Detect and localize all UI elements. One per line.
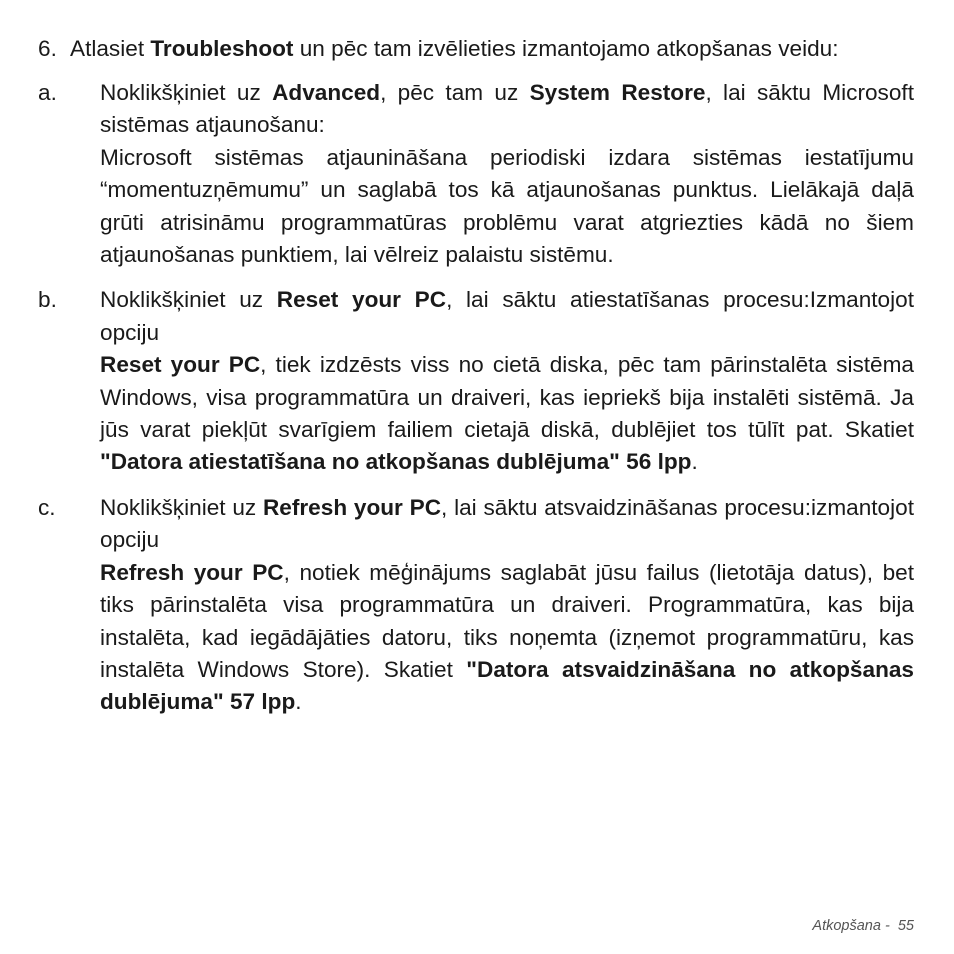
text-run: . <box>691 449 698 475</box>
text-run: Atlasiet <box>70 36 151 61</box>
text-run: , notiek mēģinājums saglabāt jūsu failus (lietotāja datus), bet tiks pārinstalēta visa programmatūra un draiveri. Programmatūra, kas bija instalēta, kad iegādājāties datoru, tiks noņemta (izņemot programmatūru, kas instalēta Windows Store). Skatiet <box>100 559 914 682</box>
text-run: , lai sāktu Microsoft sistēmas atjaunošanu: <box>100 80 914 138</box>
substep-c-instruction <box>100 492 914 557</box>
text-run: Noklikšķiniet uz <box>100 80 273 105</box>
bold-term-system-restore: System Restore <box>529 80 706 105</box>
bold-term-reset-your-pc: Reset your PC <box>276 287 447 313</box>
bold-term-advanced: Advanced <box>272 80 381 105</box>
text-run: , lai sāktu atsvaidzināšanas procesu:izmantojot opciju <box>100 494 914 553</box>
page-footer <box>812 918 914 934</box>
bold-term-refresh-your-pc: Refresh your PC <box>262 494 442 520</box>
substep-b <box>38 284 914 478</box>
cross-reference: "Datora atsvaidzināšana no atkopšanas dublējuma" 57 lpp <box>100 656 915 715</box>
text-run: Noklikšķiniet uz <box>100 287 277 313</box>
text-run: , pēc tam uz <box>380 80 530 105</box>
substep-b-description <box>100 349 914 479</box>
bold-term-refresh-your-pc: Refresh your PC <box>100 559 284 585</box>
substep-a-instruction <box>100 77 914 142</box>
substep-letter: c. <box>38 494 56 520</box>
substep-letter: b. <box>38 287 57 313</box>
substep-letter: a. <box>38 80 57 105</box>
substep-b-instruction <box>100 284 914 349</box>
substep-a <box>38 77 914 271</box>
substep-a-description: Microsoft sistēmas atjaunināšana periodiski izdara sistēmas iestatījumu “momentuzņēmumu” un saglabā tos kā atjaunošanas punktus. Lielākajā daļā grūti atrisināmu programmatūras problēmu varat atgriezties kādā no šiem atjaunošanas punktiem, lai vēlreiz palaistu sistēmu. <box>100 144 914 268</box>
page-number: 55 <box>897 918 914 934</box>
step-number: 6. <box>38 36 57 61</box>
text-run: , tiek izdzēsts viss no cietā diska, pēc tam pārinstalēta sistēma Windows, visa programmatūra un draiveri, kas iepriekš bija instalēti sistēmā. Ja jūs varat piekļūt svarīgiem failiem cietajā diskā, dublējiet tos tūlīt pat. Skatiet <box>100 352 914 443</box>
step-6 <box>38 33 914 719</box>
text-run: Noklikšķiniet uz <box>100 494 263 520</box>
text-run: , lai sāktu atiestatīšanas procesu:Izmantojot opciju <box>100 287 914 345</box>
cross-reference: "Datora atiestatīšana no atkopšanas dublējuma" 56 lpp <box>100 449 692 475</box>
bold-term-reset-your-pc: Reset your PC <box>100 352 261 378</box>
substep-c-description <box>100 557 914 719</box>
footer-section: Atkopšana - <box>812 918 890 934</box>
substep-c <box>38 492 915 719</box>
bold-term-troubleshoot: Troubleshoot <box>150 36 294 61</box>
text-run: un pēc tam izvēlieties izmantojamo atkopšanas veidu: <box>293 36 839 61</box>
text-run: . <box>295 689 302 715</box>
step-6-text <box>70 33 914 65</box>
